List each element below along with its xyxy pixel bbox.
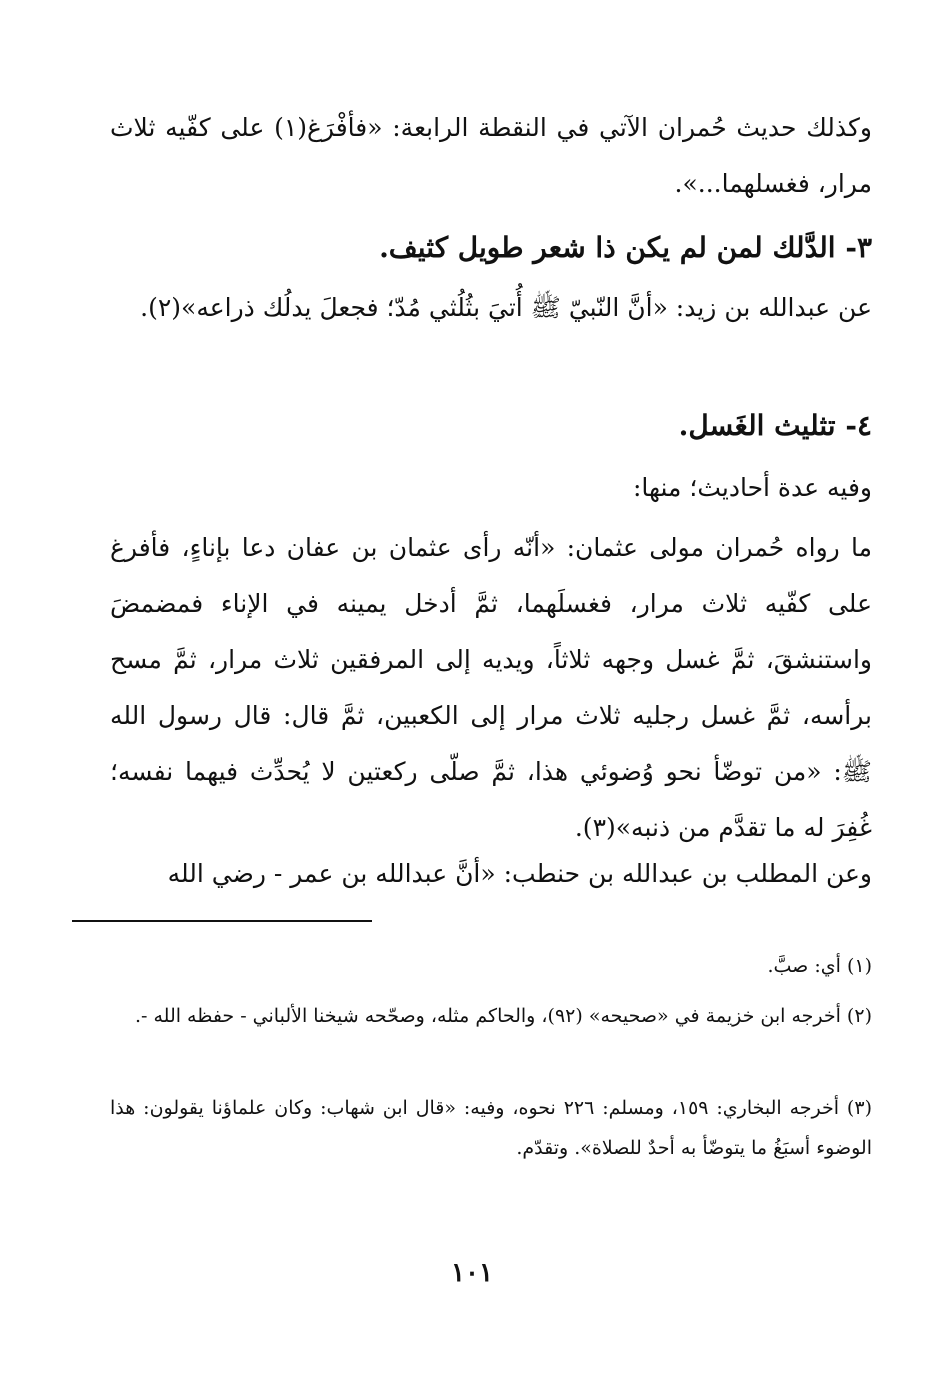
footnote-2: (٢) أخرجه ابن خزيمة في «صحيحه» (٩٢)، والحاكم مثله، وصحّحه شيخنا الألباني - حفظه الله -.: [134, 1005, 872, 1027]
paragraph-intro-hadiths: وفيه عدة أحاديث؛ منها:: [632, 473, 872, 502]
paragraph-humran-reference: وكذلك حديث حُمران الآتي في النقطة الرابعة: «فأفْرَغ(١) على كفّيه ثلاث مرار، فغسلهما...».: [110, 113, 872, 198]
heading-triple-washing: ٤- تثليث الغَسل.: [678, 409, 872, 442]
paragraph-muttalib: وعن المطلب بن عبدالله بن حنطب: «أنَّ عبدالله بن عمر - رضي الله: [167, 859, 872, 888]
footnote-1: (١) أي: صبَّ.: [767, 955, 872, 977]
paragraph-abdullah-ibn-zayd: عن عبدالله بن زيد: «أنَّ النّبيّ ﷺ أُتيَ بثُلُثي مُدّ؛ فجعلَ يدلُك ذراعه»(٢).: [140, 293, 872, 322]
heading-rubbing: ٣- الدَّلك لمن لم يكن ذا شعر طويل كثيف.: [379, 231, 872, 264]
page-number: ١٠١: [451, 1258, 493, 1288]
footnote-3: (٣) أخرجه البخاري: ١٥٩، ومسلم: ٢٢٦ نحوه، وفيه: «قال ابن شهاب: وكان علماؤنا يقولون: هذا الوضوء أسبَغُ ما يتوضّأ به أحدٌ للصلاة». وتقدّم.: [110, 1097, 872, 1159]
footnote-separator: [72, 920, 372, 922]
paragraph-humran-hadith: ما رواه حُمران مولى عثمان: «أنّه رأى عثمان بن عفان دعا بإناءٍ، فأفرغ على كفّيه ثلاث مرار، فغسلَهما، ثمَّ أدخل يمينه في الإناء فمضمضَ واستنشقَ، ثمَّ غسل وجهه ثلاثاً، ويديه إلى المرفقين ثلاث مرار، ثمَّ مسح برأسه، ثمَّ غسل رجليه ثلاث مرار إلى الكعبين، ثمَّ قال: قال رسول الله ﷺ: «من توضّأ نحو وُضوئي هذا، ثمَّ صلّى ركعتين لا يُحدِّث فيهما نفسه؛ غُفِرَ له ما تقدَّم من ذنبه»(٣).: [110, 533, 872, 842]
